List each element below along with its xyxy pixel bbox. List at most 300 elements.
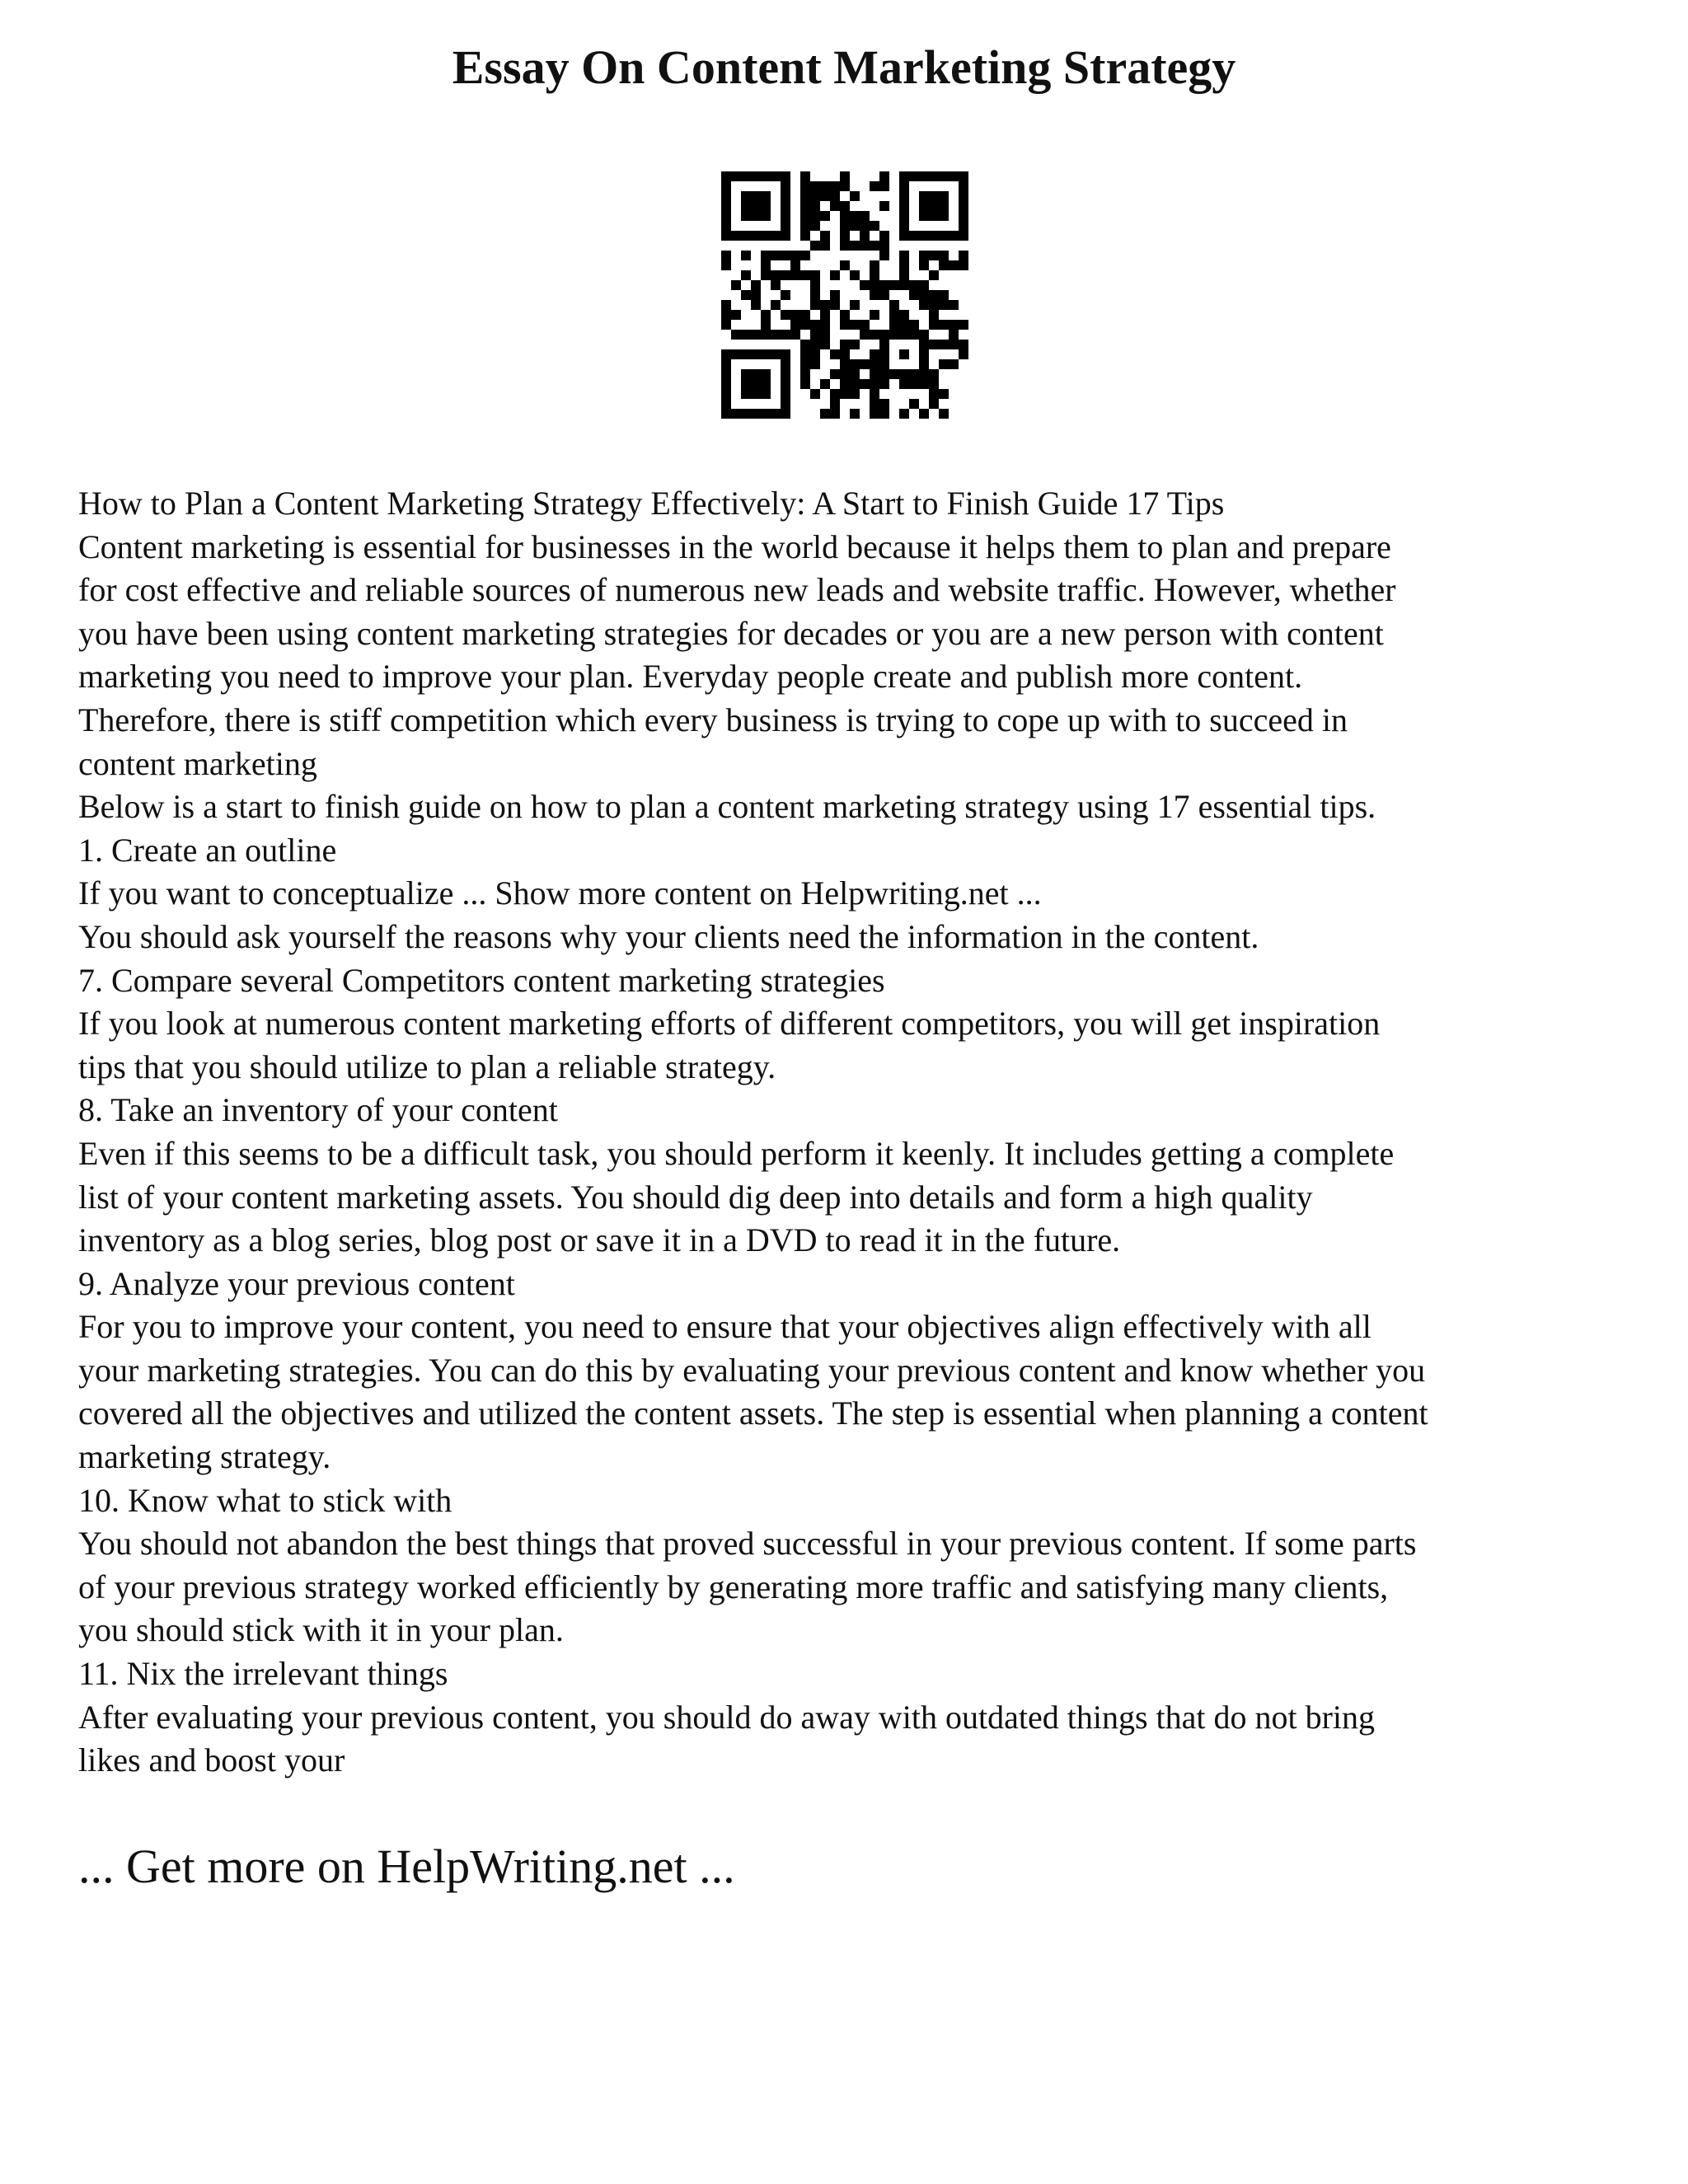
qr-module [800, 340, 810, 349]
qr-module [929, 399, 939, 409]
qr-module [929, 310, 939, 320]
qr-module [751, 389, 761, 399]
qr-module [751, 280, 761, 290]
qr-code [721, 171, 968, 419]
qr-module [840, 320, 850, 330]
qr-module [909, 280, 919, 290]
qr-module [731, 171, 741, 181]
qr-module [860, 280, 870, 290]
body-line: your marketing strategies. You can do this by evaluating your previous content and know whether you [78, 1351, 1426, 1389]
qr-module [889, 369, 899, 379]
qr-module [919, 251, 929, 260]
qr-module [919, 260, 929, 270]
qr-module [800, 211, 810, 221]
qr-module [879, 290, 889, 300]
qr-module [870, 310, 879, 320]
body-line: list of your content marketing assets. You should dig deep into details and form a high quality [78, 1178, 1313, 1216]
qr-module [800, 171, 810, 181]
qr-module [741, 409, 751, 419]
qr-module [741, 369, 751, 379]
body-line: marketing strategy. [78, 1438, 331, 1476]
qr-module [850, 211, 860, 221]
qr-module [919, 290, 929, 300]
qr-module [939, 201, 949, 211]
body-line: Content marketing is essential for businesses in the world because it helps them to plan and prepare [78, 527, 1391, 565]
qr-module [870, 260, 879, 270]
qr-module [939, 300, 949, 310]
qr-module [721, 300, 731, 310]
body-line: For you to improve your content, you need to ensure that your objectives align effectively with all [78, 1308, 1372, 1346]
qr-module [850, 389, 860, 399]
qr-module [929, 251, 939, 260]
qr-module [939, 260, 949, 270]
qr-module [721, 260, 731, 270]
qr-module [899, 409, 909, 419]
qr-module [820, 231, 830, 241]
qr-module [840, 310, 850, 320]
qr-module [771, 349, 781, 359]
qr-module [850, 241, 860, 251]
qr-module [741, 231, 751, 241]
qr-module [800, 320, 810, 330]
qr-module [800, 191, 810, 201]
qr-module [899, 211, 909, 221]
body-line: inventory as a blog series, blog post or save it in a DVD to read it in the future. [78, 1221, 1121, 1259]
body-line: covered all the objectives and utilized the content assets. The step is essential when planning a content [78, 1394, 1428, 1432]
qr-module [959, 320, 968, 330]
qr-module [909, 330, 919, 340]
qr-module [949, 330, 959, 340]
qr-module [810, 300, 820, 310]
qr-module [721, 181, 731, 191]
body-line: If you want to conceptualize ... Show more content on Helpwriting.net ... [78, 874, 1042, 912]
qr-module [721, 171, 731, 181]
qr-module [771, 330, 781, 340]
qr-module [751, 349, 761, 359]
qr-module [721, 201, 731, 211]
qr-module [959, 211, 968, 221]
qr-module [929, 270, 939, 280]
qr-module [870, 359, 879, 369]
qr-module [761, 389, 771, 399]
qr-module [840, 260, 850, 270]
body-line: After evaluating your previous content, you should do away with outdated things that do not bring [78, 1698, 1376, 1736]
qr-module [860, 211, 870, 221]
qr-module [761, 251, 771, 260]
body-line: If you look at numerous content marketing efforts of different competitors, you will get inspiration [78, 1005, 1381, 1043]
qr-module [721, 409, 731, 419]
qr-module [840, 201, 850, 211]
qr-module [721, 221, 731, 231]
qr-module [879, 171, 889, 181]
qr-module [939, 340, 949, 349]
qr-module [870, 349, 879, 359]
qr-module [761, 201, 771, 211]
qr-module [939, 171, 949, 181]
qr-module [761, 349, 771, 359]
qr-module [909, 231, 919, 241]
qr-module [741, 349, 751, 359]
qr-module [751, 171, 761, 181]
qr-module [830, 290, 840, 300]
body-line: for cost effective and reliable sources of numerous new leads and website traffic. However, whether [78, 571, 1396, 609]
qr-module [919, 231, 929, 241]
qr-module [939, 251, 949, 260]
qr-module [771, 171, 781, 181]
qr-module [949, 171, 959, 181]
qr-module [959, 171, 968, 181]
qr-module [790, 260, 800, 270]
qr-module [731, 349, 741, 359]
qr-module [810, 389, 820, 399]
qr-module [909, 320, 919, 330]
qr-module [850, 221, 860, 231]
get-more-link-text: ... Get more on HelpWriting.net ... [78, 1840, 735, 1893]
qr-module [919, 349, 929, 359]
qr-module [929, 389, 939, 399]
qr-module [939, 231, 949, 241]
qr-module [761, 320, 771, 330]
qr-module [929, 300, 939, 310]
qr-module [721, 389, 731, 399]
qr-module [721, 349, 731, 359]
body-line: Below is a start to finish guide on how to plan a content marketing strategy using 17 essential tips. [78, 788, 1376, 826]
qr-module [781, 251, 790, 260]
qr-module [879, 369, 889, 379]
qr-module [800, 349, 810, 359]
qr-module [800, 201, 810, 211]
qr-module [959, 260, 968, 270]
qr-module [919, 359, 929, 369]
body-line: 1. Create an outline [78, 831, 337, 869]
qr-module [781, 191, 790, 201]
qr-module [919, 409, 929, 419]
qr-module [731, 409, 741, 419]
qr-module [830, 181, 840, 191]
qr-module [850, 379, 860, 389]
qr-module [919, 340, 929, 349]
qr-module [731, 280, 741, 290]
qr-module [810, 349, 820, 359]
qr-module [741, 270, 751, 280]
qr-module [919, 171, 929, 181]
qr-module [899, 270, 909, 280]
qr-module [949, 231, 959, 241]
qr-module [899, 251, 909, 260]
qr-module [781, 379, 790, 389]
qr-module [761, 310, 771, 320]
qr-module [879, 330, 889, 340]
qr-module [781, 389, 790, 399]
qr-module [899, 280, 909, 290]
qr-module [840, 379, 850, 389]
body-line: you should stick with it in your plan. [78, 1611, 564, 1649]
qr-module [929, 211, 939, 221]
qr-module [879, 359, 889, 369]
qr-module [959, 181, 968, 191]
qr-module [721, 320, 731, 330]
qr-module [959, 231, 968, 241]
qr-module [959, 221, 968, 231]
body-line: 11. Nix the irrelevant things [78, 1655, 448, 1693]
qr-module [840, 181, 850, 191]
qr-module [850, 340, 860, 349]
qr-module [810, 330, 820, 340]
qr-module [830, 399, 840, 409]
qr-module [959, 201, 968, 211]
qr-module [781, 231, 790, 241]
qr-module [810, 280, 820, 290]
qr-module [741, 330, 751, 340]
qr-module [939, 191, 949, 201]
qr-module [810, 211, 820, 221]
qr-module [751, 379, 761, 389]
qr-module [959, 251, 968, 260]
qr-module [850, 359, 860, 369]
qr-module [790, 330, 800, 340]
qr-module [899, 330, 909, 340]
body-line: of your previous strategy worked efficiently by generating more traffic and satisfying many clients, [78, 1568, 1389, 1605]
qr-module [741, 201, 751, 211]
qr-module [929, 191, 939, 201]
qr-module [751, 211, 761, 221]
qr-module [870, 290, 879, 300]
qr-module [800, 270, 810, 280]
qr-module [781, 369, 790, 379]
qr-module [820, 379, 830, 389]
body-line: marketing you need to improve your plan. Everyday people create and publish more content. [78, 658, 1303, 696]
qr-module [870, 241, 879, 251]
qr-module [919, 330, 929, 340]
qr-module [741, 251, 751, 260]
qr-module [949, 320, 959, 330]
qr-module [721, 359, 731, 369]
qr-module [840, 359, 850, 369]
qr-module [939, 211, 949, 221]
qr-module [741, 211, 751, 221]
qr-module [751, 300, 761, 310]
qr-module [959, 191, 968, 201]
qr-module [761, 191, 771, 201]
qr-module [929, 171, 939, 181]
qr-module [949, 300, 959, 310]
qr-module [879, 251, 889, 260]
qr-module [810, 201, 820, 211]
qr-module [929, 379, 939, 389]
body-line: 7. Compare several Competitors content marketing strategies [78, 961, 885, 999]
qr-module [909, 379, 919, 389]
qr-module [751, 231, 761, 241]
qr-module [830, 369, 840, 379]
qr-module [830, 349, 840, 359]
qr-module [909, 171, 919, 181]
qr-module [790, 251, 800, 260]
qr-module [790, 320, 800, 330]
qr-module [761, 409, 771, 419]
qr-module [781, 349, 790, 359]
qr-module [929, 369, 939, 379]
qr-module [860, 359, 870, 369]
qr-module [899, 260, 909, 270]
qr-module [889, 330, 899, 340]
qr-module [790, 270, 800, 280]
qr-module [860, 330, 870, 340]
qr-module [741, 171, 751, 181]
body-line: likes and boost your [78, 1741, 345, 1779]
qr-module [860, 231, 870, 241]
qr-code-icon [721, 171, 968, 419]
qr-module [939, 359, 949, 369]
qr-module [949, 340, 959, 349]
qr-module [810, 340, 820, 349]
qr-module [899, 181, 909, 191]
qr-module [909, 369, 919, 379]
qr-module [820, 191, 830, 201]
qr-module [721, 251, 731, 260]
qr-module [800, 181, 810, 191]
body-line: content marketing [78, 744, 317, 782]
qr-module [771, 251, 781, 260]
qr-module [919, 191, 929, 201]
qr-module [800, 359, 810, 369]
body-line: Even if this seems to be a difficult task, you should perform it keenly. It includes getting a complete [78, 1134, 1395, 1172]
qr-module [919, 379, 929, 389]
qr-module [870, 389, 879, 399]
qr-module [909, 290, 919, 300]
qr-module [870, 270, 879, 280]
qr-module [721, 310, 731, 320]
body-line: 10. Know what to stick with [78, 1481, 452, 1519]
qr-module [810, 320, 820, 330]
qr-module [781, 310, 790, 320]
qr-module [741, 389, 751, 399]
qr-module [781, 201, 790, 211]
qr-module [870, 181, 879, 191]
qr-module [731, 310, 741, 320]
qr-module [919, 369, 929, 379]
qr-module [800, 221, 810, 231]
qr-module [820, 211, 830, 221]
qr-module [820, 300, 830, 310]
body-line: How to Plan a Content Marketing Strategy Effectively: A Start to Finish Guide 17 Tips [78, 485, 1225, 522]
body-line: tips that you should utilize to plan a reliable strategy. [78, 1047, 776, 1085]
qr-module [721, 191, 731, 201]
qr-module [761, 171, 771, 181]
qr-module [790, 310, 800, 320]
qr-module [879, 340, 889, 349]
qr-module [830, 389, 840, 399]
qr-module [840, 389, 850, 399]
qr-module [781, 359, 790, 369]
qr-module [879, 241, 889, 251]
qr-module [879, 201, 889, 211]
qr-module [781, 171, 790, 181]
qr-module [919, 300, 929, 310]
qr-module [870, 409, 879, 419]
qr-module [909, 399, 919, 409]
qr-module [860, 379, 870, 389]
qr-module [879, 409, 889, 419]
body-line: You should not abandon the best things that proved successful in your previous content. If some parts [78, 1525, 1417, 1563]
qr-module [929, 201, 939, 211]
qr-module [771, 409, 781, 419]
qr-module [721, 379, 731, 389]
qr-module [850, 369, 860, 379]
qr-module [761, 330, 771, 340]
qr-module [870, 221, 879, 231]
qr-module [899, 369, 909, 379]
qr-module [929, 290, 939, 300]
qr-module [761, 369, 771, 379]
qr-module [810, 181, 820, 191]
qr-module [741, 379, 751, 389]
qr-module [830, 270, 840, 280]
qr-module [919, 211, 929, 221]
qr-module [751, 191, 761, 201]
qr-module [761, 379, 771, 389]
qr-module [830, 409, 840, 419]
qr-module [820, 340, 830, 349]
qr-module [939, 290, 949, 300]
qr-module [850, 270, 860, 280]
essay-body [78, 482, 1628, 1783]
qr-module [879, 379, 889, 389]
qr-module [889, 310, 899, 320]
qr-module [959, 349, 968, 359]
qr-module [870, 280, 879, 290]
qr-module [860, 320, 870, 330]
qr-module [840, 349, 850, 359]
qr-module [771, 270, 781, 280]
qr-module [741, 191, 751, 201]
qr-module [850, 191, 860, 201]
qr-module [721, 211, 731, 221]
qr-module [721, 231, 731, 241]
qr-module [899, 231, 909, 241]
qr-module [741, 290, 751, 300]
qr-module [751, 330, 761, 340]
qr-module [761, 231, 771, 241]
qr-module [879, 280, 889, 290]
qr-module [810, 241, 820, 251]
qr-module [959, 340, 968, 349]
qr-module [800, 369, 810, 379]
qr-module [879, 231, 889, 241]
qr-module [939, 389, 949, 399]
qr-module [870, 330, 879, 340]
qr-module [899, 320, 909, 330]
qr-module [800, 379, 810, 389]
qr-module [820, 241, 830, 251]
qr-module [781, 330, 790, 340]
qr-module [899, 201, 909, 211]
body-line: You should ask yourself the reasons why your clients need the information in the content. [78, 917, 1259, 955]
qr-module [810, 290, 820, 300]
qr-module [810, 221, 820, 231]
qr-module [721, 399, 731, 409]
qr-module [840, 211, 850, 221]
qr-module [761, 270, 771, 280]
qr-module [899, 310, 909, 320]
page-title: Essay On Content Marketing Strategy [452, 40, 1236, 94]
qr-module [840, 340, 850, 349]
qr-module [810, 270, 820, 280]
qr-module [929, 340, 939, 349]
qr-module [820, 181, 830, 191]
qr-module [830, 300, 840, 310]
qr-module [751, 201, 761, 211]
qr-module [879, 399, 889, 409]
